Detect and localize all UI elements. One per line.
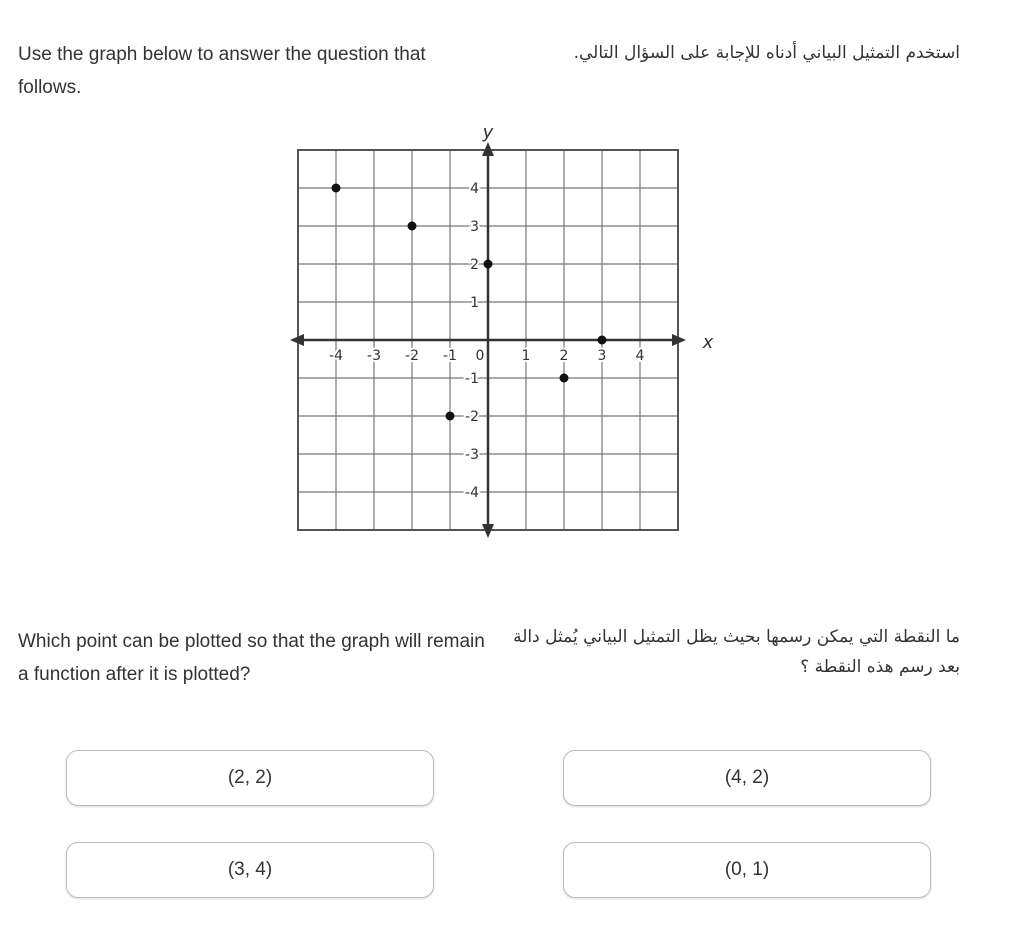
data-point: [560, 374, 569, 383]
x-tick-label: 2: [559, 348, 569, 364]
data-point: [408, 222, 417, 231]
y-tick-label: 1: [470, 295, 479, 311]
coordinate-graph: [270, 115, 740, 540]
y-tick-label: -2: [465, 409, 479, 425]
question-english: Which point can be plotted so that the graph will remain a function after it is plotted?: [18, 631, 485, 685]
data-point: [332, 184, 341, 193]
y-tick-label: 3: [470, 219, 479, 235]
data-point: [446, 412, 455, 421]
x-tick-label: -2: [405, 348, 419, 364]
question-arabic: ما النقطة التي يمكن رسمها بحيث يظل التمثيل البياني يُمثل دالة بعد رسم هذه النقطة ؟: [513, 627, 960, 677]
y-tick-label: 2: [470, 257, 479, 273]
x-tick-label: -3: [367, 348, 381, 364]
y-tick-label: 4: [470, 181, 479, 197]
y-tick-label: -3: [465, 447, 479, 463]
answer-choice-a[interactable]: (2, 2): [66, 750, 434, 806]
y-axis-label: y: [482, 122, 494, 143]
answer-choice-b[interactable]: (4, 2): [563, 750, 931, 806]
answer-choice-c[interactable]: (3, 4): [66, 842, 434, 898]
x-tick-label: 3: [597, 348, 607, 364]
y-tick-label: -4: [465, 485, 479, 501]
x-tick-label: 1: [521, 348, 531, 364]
x-tick-label: -1: [443, 348, 457, 364]
data-point: [598, 336, 607, 345]
y-tick-label: -1: [465, 371, 479, 387]
x-axis-label: x: [702, 332, 714, 353]
prompt-english: Use the graph below to answer the question that follows.: [18, 44, 426, 98]
x-tick-label: -4: [329, 348, 343, 364]
prompt-arabic: استخدم التمثيل البياني أدناه للإجابة على السؤال التالي.: [573, 43, 960, 63]
answer-choice-d[interactable]: (0, 1): [563, 842, 931, 898]
x-tick-label: 4: [635, 348, 645, 364]
data-point: [484, 260, 493, 269]
x-tick-label: 0: [475, 348, 485, 364]
